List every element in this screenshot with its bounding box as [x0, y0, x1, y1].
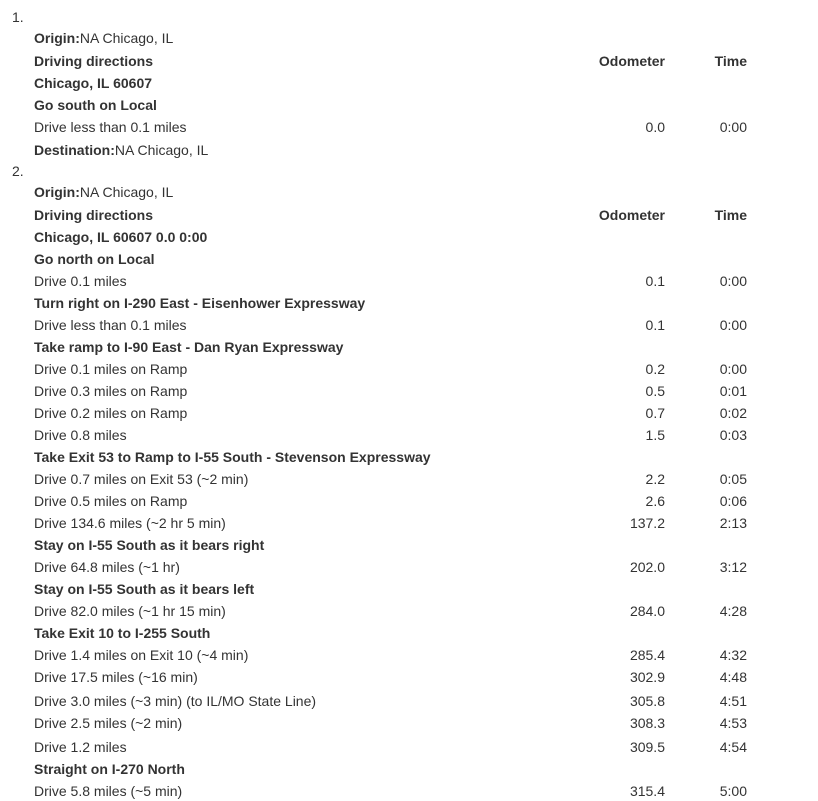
instruction-text: Go south on Local — [34, 97, 157, 113]
origin-value: NA Chicago, IL — [79, 184, 174, 200]
drive-row — [34, 712, 754, 734]
drive-text: Drive 0.7 miles on Exit 53 (~2 min) — [34, 471, 249, 487]
instruction-row — [34, 248, 754, 270]
instruction-text: Stay on I-55 South as it bears right — [34, 537, 265, 553]
drive-text: Drive 2.5 miles (~2 min) — [34, 715, 183, 731]
drive-row — [34, 556, 754, 578]
instruction-text: Stay on I-55 South as it bears left — [34, 581, 255, 597]
start-address: Chicago, IL 60607 0.0 0:00 — [34, 229, 208, 245]
odometer-value: 308.3 — [629, 715, 665, 731]
drive-text: Drive 1.4 miles on Exit 10 (~4 min) — [34, 647, 249, 663]
route-1-number: 1. — [12, 9, 24, 25]
origin-label: Origin: — [34, 184, 80, 200]
odometer-value: 0.2 — [645, 361, 665, 377]
drive-text: Drive 0.2 miles on Ramp — [34, 405, 188, 421]
drive-text: Drive 82.0 miles (~1 hr 15 min) — [34, 603, 226, 619]
time-value: 0:00 — [719, 361, 747, 377]
odometer-value: 202.0 — [629, 559, 665, 575]
drive-row — [34, 270, 754, 292]
drive-row — [34, 380, 754, 402]
drive-row — [34, 690, 754, 712]
destination-value: NA Chicago, IL — [114, 142, 209, 158]
odometer-value: 0.0 — [645, 119, 665, 135]
time-value: 0:00 — [719, 273, 747, 289]
time-value: 4:28 — [719, 603, 747, 619]
instruction-row — [34, 758, 754, 780]
drive-row — [34, 780, 754, 801]
odometer-value: 284.0 — [629, 603, 665, 619]
odometer-value: 2.6 — [645, 493, 665, 509]
time-value: 4:54 — [719, 739, 747, 755]
destination-label: Destination: — [34, 142, 115, 158]
time-header: Time — [714, 53, 747, 69]
instruction-text: Take Exit 53 to Ramp to I-55 South - Stevenson Expressway — [34, 449, 431, 465]
route-1-origin — [34, 27, 754, 49]
route-2-header — [34, 204, 754, 226]
drive-text: Drive 0.1 miles — [34, 273, 127, 289]
time-header: Time — [714, 207, 747, 223]
time-value: 4:48 — [719, 669, 747, 685]
odometer-value: 137.2 — [629, 515, 665, 531]
time-value: 3:12 — [719, 559, 747, 575]
instruction-row — [34, 534, 754, 556]
odometer-header: Odometer — [598, 53, 665, 69]
odometer-value: 309.5 — [629, 739, 665, 755]
route-1-start — [34, 72, 754, 94]
drive-text: Drive 0.1 miles on Ramp — [34, 361, 188, 377]
instruction-text: Take ramp to I-90 East - Dan Ryan Expressway — [34, 339, 344, 355]
instruction-row — [34, 94, 754, 116]
time-value: 0:06 — [719, 493, 747, 509]
drive-text: Drive 0.5 miles on Ramp — [34, 493, 188, 509]
time-value: 2:13 — [719, 515, 747, 531]
start-address: Chicago, IL 60607 — [34, 75, 153, 91]
route-1-header — [34, 50, 754, 72]
odometer-value: 305.8 — [629, 693, 665, 709]
drive-row — [34, 736, 754, 758]
odometer-value: 302.9 — [629, 669, 665, 685]
drive-text: Drive 5.8 miles (~5 min) — [34, 783, 183, 799]
drive-text: Drive less than 0.1 miles — [34, 317, 187, 333]
instruction-text: Turn right on I-290 East - Eisenhower Expressway — [34, 295, 366, 311]
drive-row — [34, 402, 754, 424]
route-1-destination — [34, 139, 754, 161]
time-value: 0:05 — [719, 471, 747, 487]
time-value: 0:00 — [719, 317, 747, 333]
instruction-row — [34, 622, 754, 644]
drive-row — [34, 116, 754, 138]
odometer-value: 0.1 — [645, 273, 665, 289]
instruction-text: Go north on Local — [34, 251, 155, 267]
instruction-row — [34, 446, 754, 468]
drive-row — [34, 490, 754, 512]
odometer-value: 315.4 — [629, 783, 665, 799]
odometer-value: 0.7 — [645, 405, 665, 421]
drive-text: Drive 64.8 miles (~1 hr) — [34, 559, 180, 575]
drive-text: Drive 0.8 miles — [34, 427, 127, 443]
odometer-value: 0.1 — [645, 317, 665, 333]
time-value: 5:00 — [719, 783, 747, 799]
odometer-value: 2.2 — [645, 471, 665, 487]
time-value: 4:32 — [719, 647, 747, 663]
odometer-value: 1.5 — [645, 427, 665, 443]
drive-text: Drive 134.6 miles (~2 hr 5 min) — [34, 515, 226, 531]
odometer-value: 0.5 — [645, 383, 665, 399]
odometer-value: 285.4 — [629, 647, 665, 663]
route-2-number: 2. — [12, 163, 24, 179]
time-value: 0:00 — [719, 119, 747, 135]
drive-row — [34, 358, 754, 380]
time-value: 0:02 — [719, 405, 747, 421]
origin-label: Origin: — [34, 30, 80, 46]
instruction-row — [34, 578, 754, 600]
drive-text: Drive 1.2 miles — [34, 739, 127, 755]
directions-title: Driving directions — [34, 207, 154, 223]
drive-text: Drive 0.3 miles on Ramp — [34, 383, 188, 399]
route-2-start — [34, 226, 754, 248]
instruction-text: Straight on I-270 North — [34, 761, 185, 777]
time-value: 4:53 — [719, 715, 747, 731]
route-2-origin — [34, 181, 754, 203]
drive-text: Drive 17.5 miles (~16 min) — [34, 669, 198, 685]
drive-text: Drive less than 0.1 miles — [34, 119, 187, 135]
drive-row — [34, 468, 754, 490]
drive-text: Drive 3.0 miles (~3 min) (to IL/MO State Line) — [34, 693, 317, 709]
instruction-text: Take Exit 10 to I-255 South — [34, 625, 211, 641]
drive-row — [34, 644, 754, 666]
instruction-row — [34, 336, 754, 358]
directions-title: Driving directions — [34, 53, 154, 69]
drive-row — [34, 512, 754, 534]
time-value: 4:51 — [719, 693, 747, 709]
instruction-row — [34, 292, 754, 314]
drive-row — [34, 666, 754, 688]
drive-row — [34, 600, 754, 622]
drive-row — [34, 314, 754, 336]
drive-row — [34, 424, 754, 446]
time-value: 0:01 — [719, 383, 747, 399]
origin-value: NA Chicago, IL — [79, 30, 174, 46]
odometer-header: Odometer — [598, 207, 665, 223]
time-value: 0:03 — [719, 427, 747, 443]
